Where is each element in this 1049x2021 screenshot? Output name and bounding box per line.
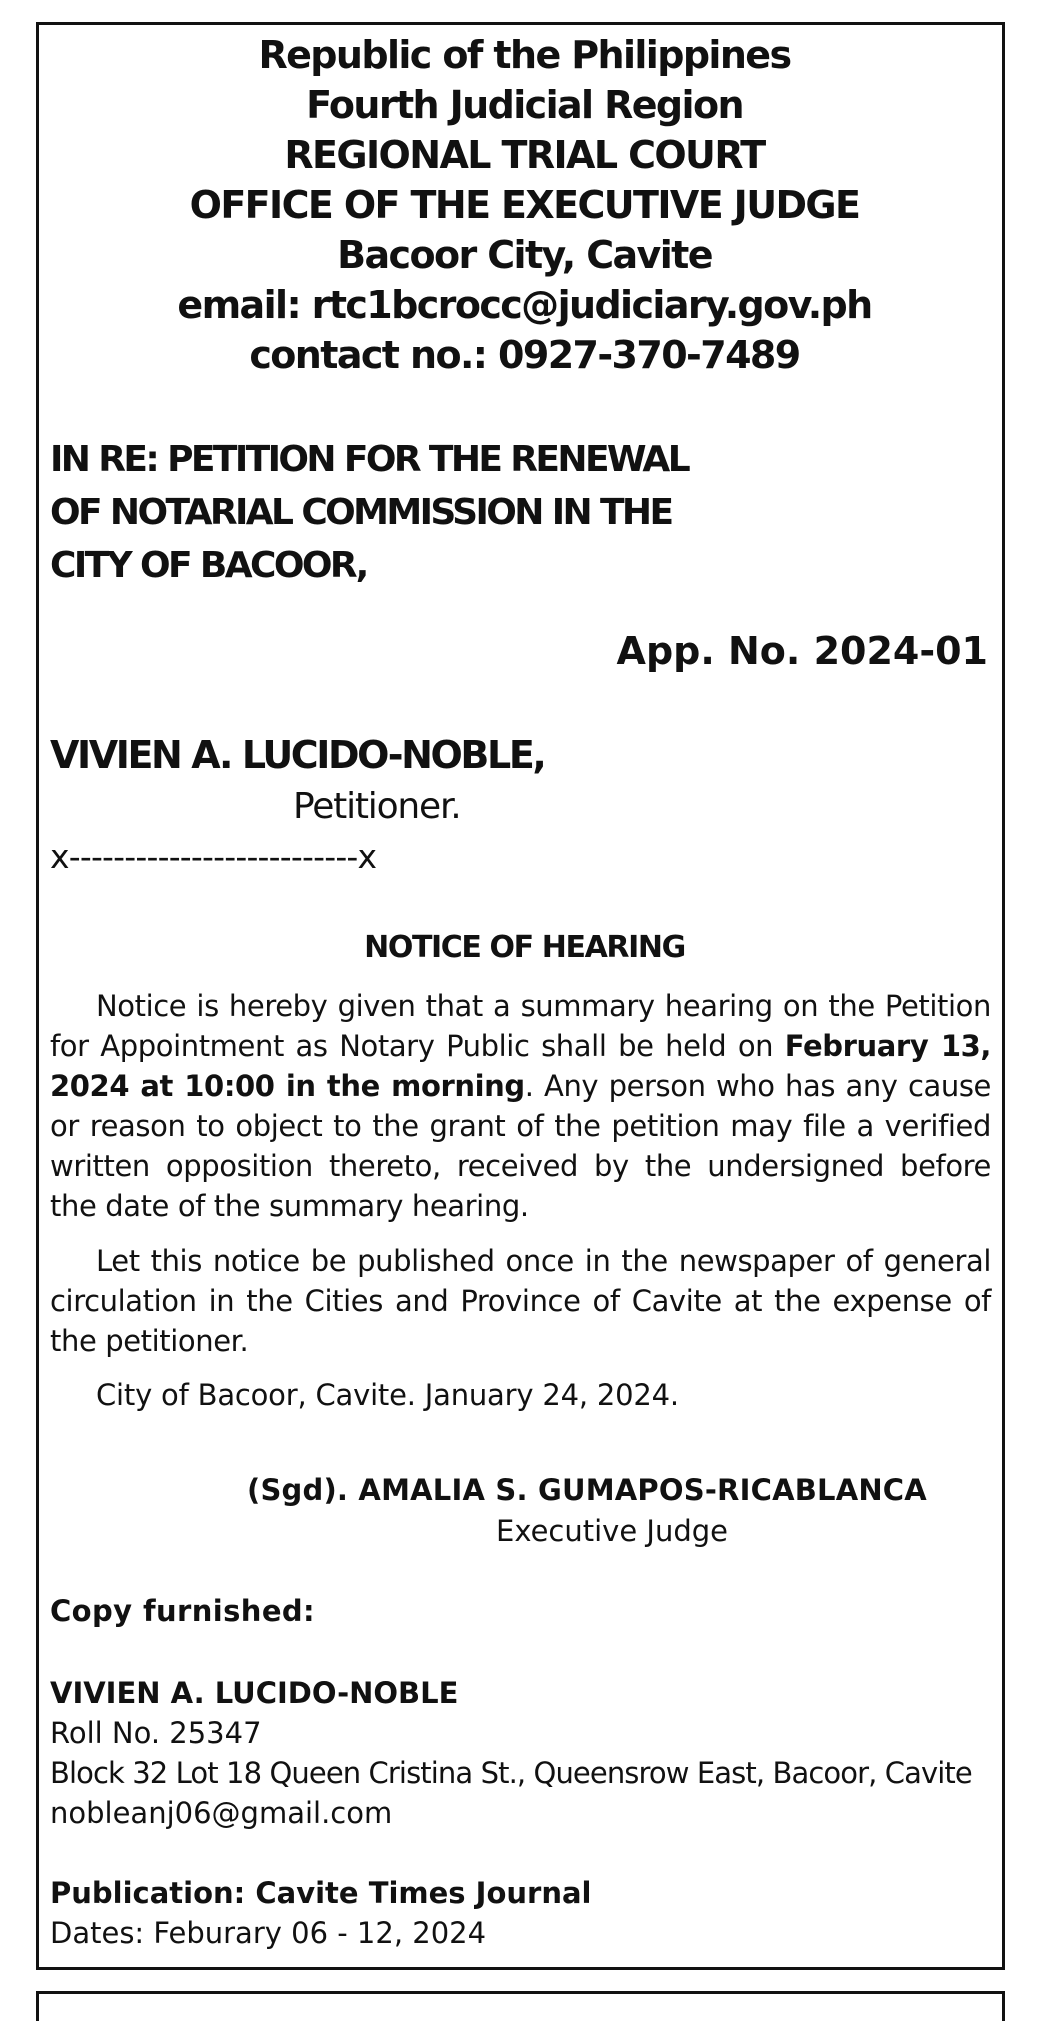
copy-furnished-recipient <box>50 1673 991 1833</box>
header-city: Bacoor City, Cavite <box>337 233 712 277</box>
copy-furnished-label: Copy furnished: <box>50 1594 316 1628</box>
paragraph-1-rest: . Any person who has any cause or reason to object to the grant of the petition may file a verified written opposition thereto, received by the undersigned before the date of the summary hearing. <box>50 1069 991 1223</box>
caption-line-3: CITY OF BACOOR, <box>50 545 367 586</box>
caption-separator: x--------------------------x <box>50 837 377 876</box>
header-office: OFFICE OF THE EXECUTIVE JUDGE <box>189 183 860 227</box>
signatory-name: (Sgd). AMALIA S. GUMAPOS-RICABLANCA <box>247 1473 927 1507</box>
paragraph-1-intro: Notice is hereby given that a summary hearing on the Petition for Appointment as Notary Public shall be held on <box>50 989 991 1063</box>
caption-line-2: OF NOTARIAL COMMISSION IN THE <box>50 492 672 533</box>
recipient-roll: Roll No. 25347 <box>50 1716 262 1750</box>
application-number: App. No. 2024-01 <box>616 629 988 673</box>
notice-paragraph-2: Let this notice be published once in the newspaper of general circulation in the Cities and Province of Cavite at the expense of the petitioner. <box>50 1244 991 1358</box>
court-header <box>0 30 1049 380</box>
next-notice-border <box>36 1991 1005 2021</box>
notice-title: NOTICE OF HEARING <box>364 930 685 965</box>
header-contact: contact no.: 0927-370-7489 <box>249 333 800 377</box>
header-email: email: rtc1bcrocc@judiciary.gov.ph <box>177 283 872 327</box>
header-court: REGIONAL TRIAL COURT <box>284 133 765 177</box>
petitioner-name: VIVIEN A. LUCIDO-NOBLE, <box>50 733 545 777</box>
notice-paragraph-1 <box>50 986 991 1226</box>
hearing-date: February 13, 2024 at 10:00 in the morning <box>50 1029 991 1103</box>
recipient-email: nobleanj06@gmail.com <box>50 1796 393 1830</box>
publication-info <box>50 1873 591 1953</box>
header-republic: Republic of the Philippines <box>258 33 791 77</box>
petitioner-role: Petitioner. <box>293 786 461 827</box>
publication-dates: Dates: Feburary 06 - 12, 2024 <box>50 1916 487 1950</box>
caption-line-1: IN RE: PETITION FOR THE RENEWAL <box>50 439 689 480</box>
publication-label: Publication: Cavite Times Journal <box>50 1876 592 1910</box>
recipient-name: VIVIEN A. LUCIDO-NOBLE <box>50 1676 459 1710</box>
case-caption <box>50 433 688 592</box>
signatory-title: Executive Judge <box>496 1514 728 1548</box>
recipient-address: Block 32 Lot 18 Queen Cristina St., Queensrow East, Bacoor, Cavite <box>50 1756 972 1790</box>
header-region: Fourth Judicial Region <box>306 83 743 127</box>
dateline: City of Bacoor, Cavite. January 24, 2024. <box>96 1378 679 1412</box>
